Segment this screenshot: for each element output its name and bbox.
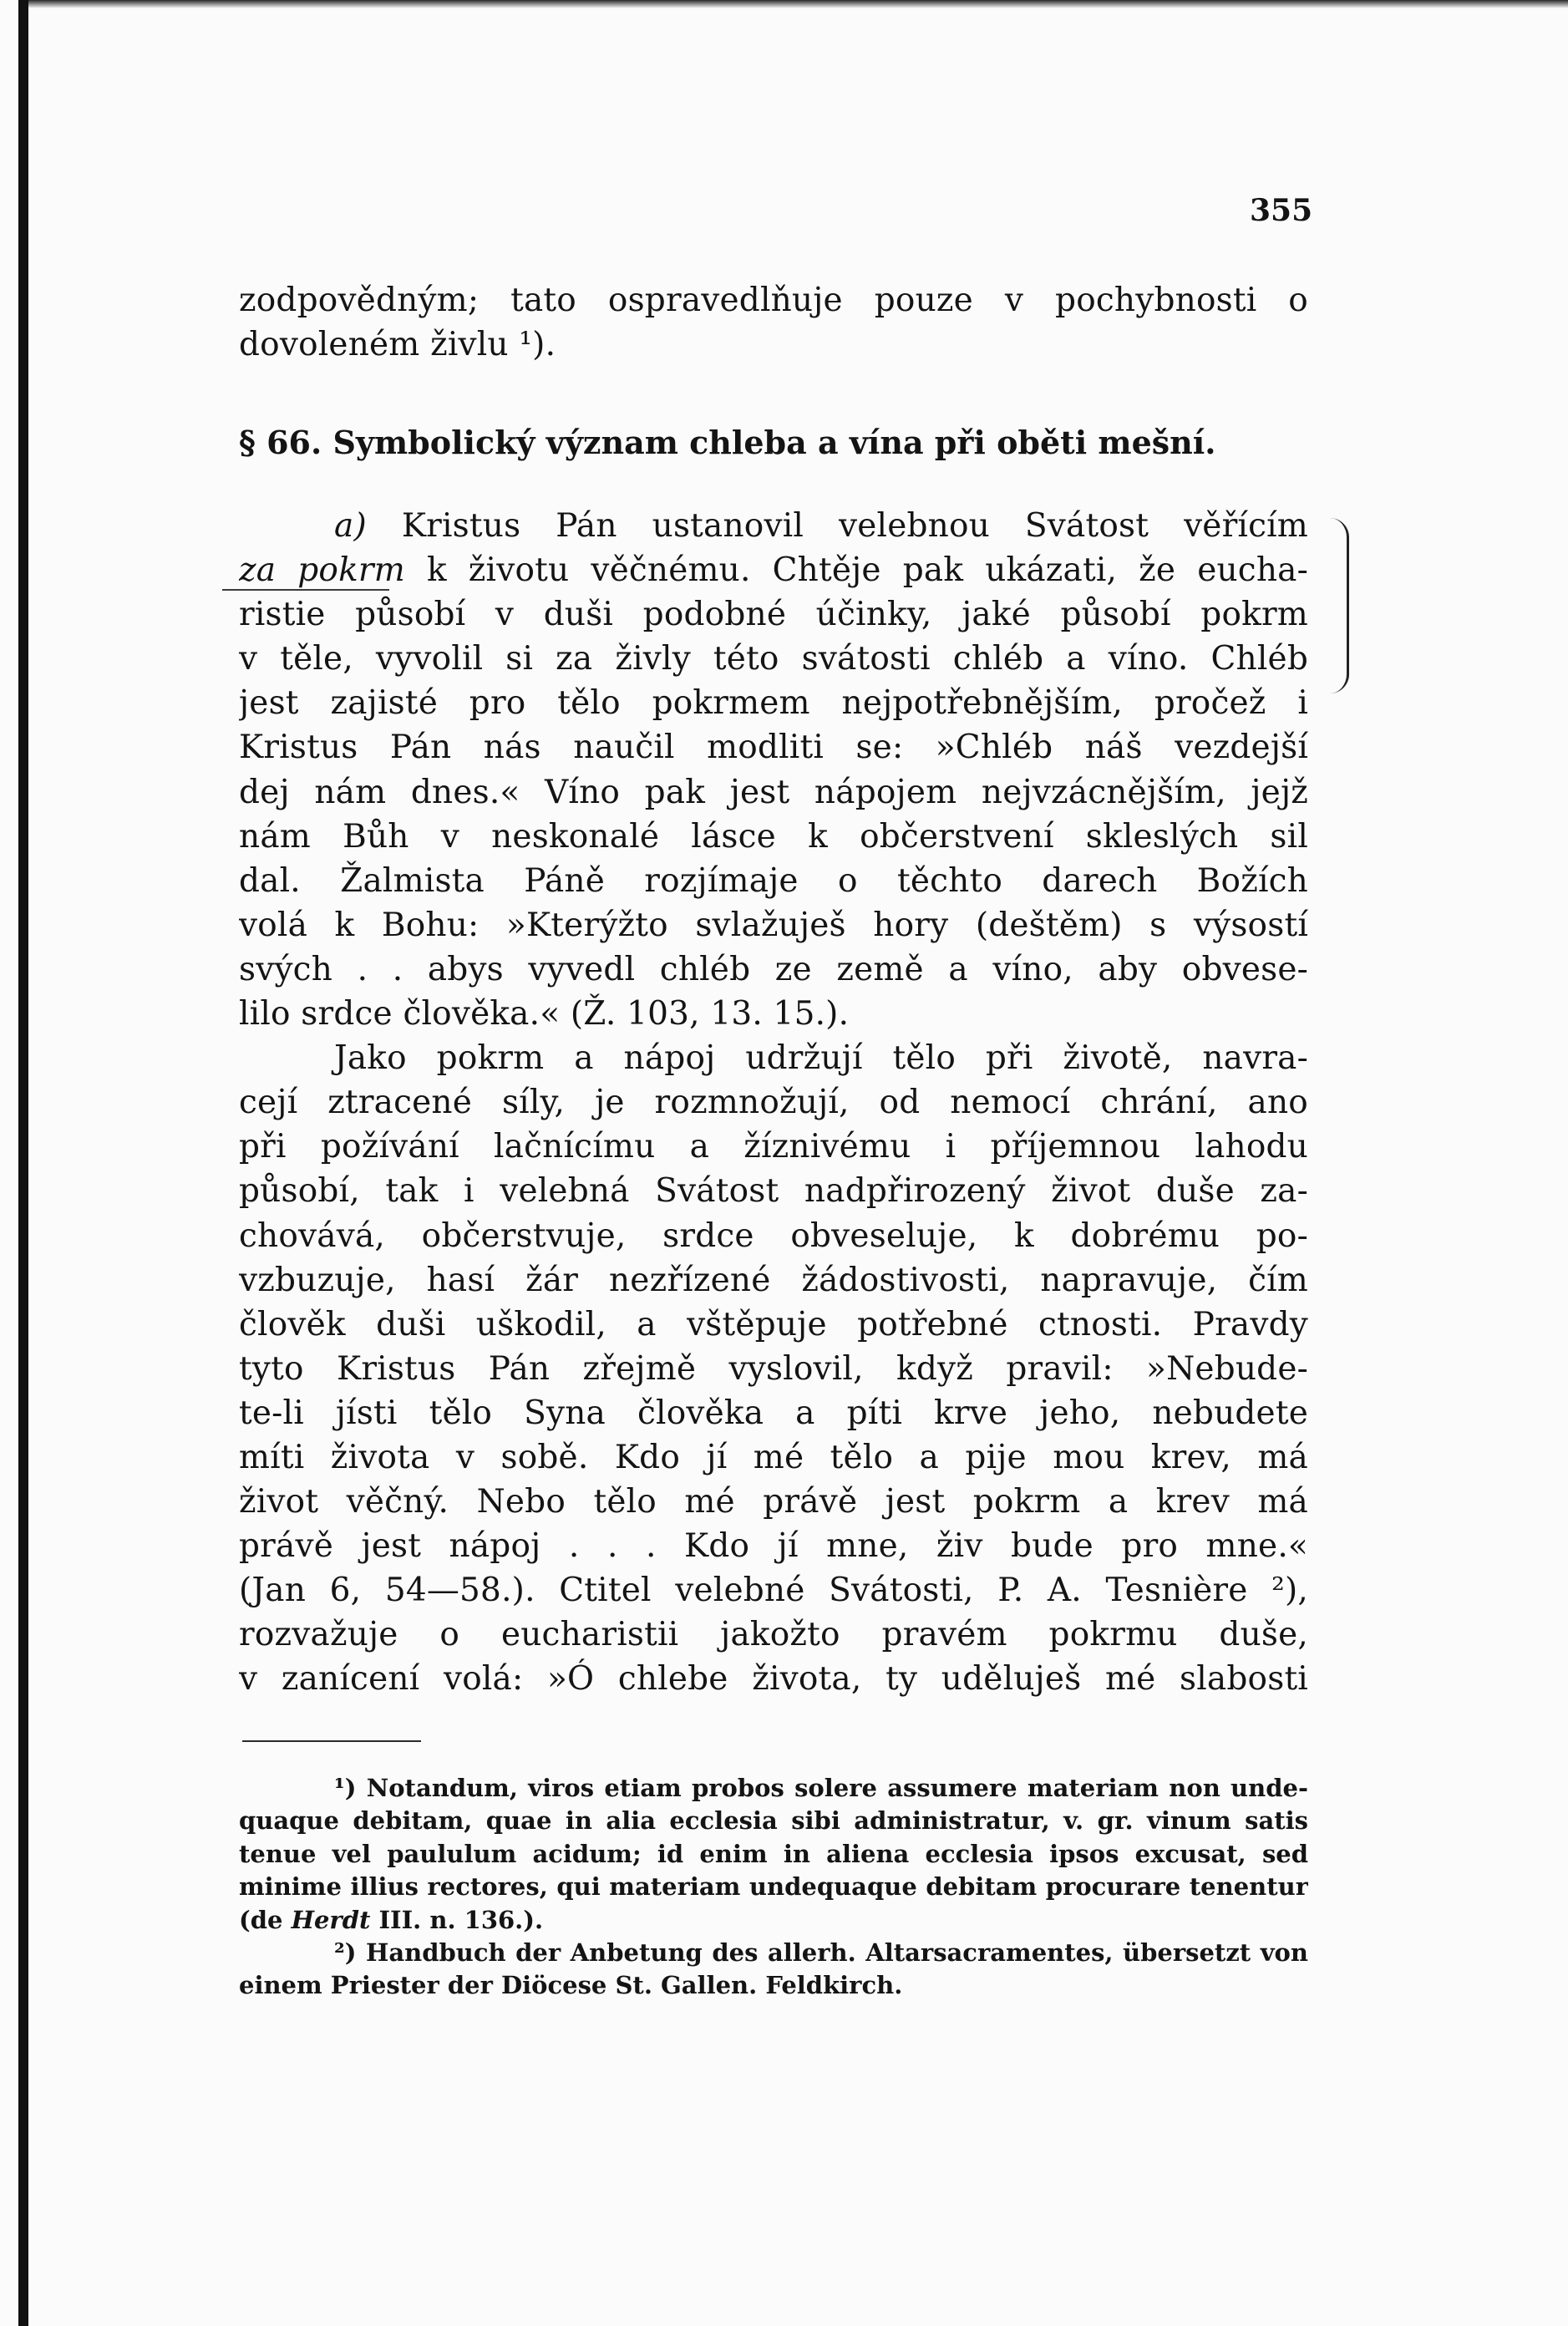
text-line: nám Bůh v neskonalé lásce k občerstvení skleslých sil [239, 817, 1308, 856]
text-line: v těle, vyvolil si za živly této svátosti chléb a víno. Chléb [239, 640, 1308, 678]
text-line: při požívání lačnícímu a žíznivému i příjemnou lahodu [239, 1128, 1308, 1166]
italic-phrase: za pokrm [239, 551, 405, 590]
text-line: dej nám dnes.« Víno pak jest nápojem nejvzácnějším, jejž [239, 773, 1308, 811]
section-heading: § 66. Symbolický význam chleba a vína při oběti mešní. [239, 424, 1216, 461]
text-fragment: Kristus Pán ustanovil velebnou Svátost věřícím [401, 507, 1308, 545]
footnote-divider [242, 1740, 421, 1742]
footnote-line: minime illius rectores, qui materiam undequaque debitam procurare tenentur [239, 1872, 1308, 1902]
text-line: v zanícení volá: »Ó chlebe života, ty uděluješ mé slabosti [239, 1660, 1308, 1699]
margin-pencil-brace [1330, 518, 1349, 693]
paragraph-1 [239, 504, 1308, 1702]
text-line: tyto Kristus Pán zřejmě vyslovil, když pravil: »Nebude- [239, 1349, 1308, 1388]
scan-binding-edge [18, 0, 28, 2326]
text-line: míti života v sobě. Kdo jí mé tělo a pije mou krev, má [239, 1438, 1308, 1476]
scan-top-edge [28, 0, 1568, 8]
text-line: vzbuzuje, hasí žár nezřízené žádostivosti, napravuje, čím [239, 1261, 1308, 1299]
text-line: svých . . abys vyvedl chléb ze země a víno, aby obvese- [239, 950, 1308, 988]
footnote-line: tenue vel paululum acidum; id enim in aliena ecclesia ipsos excusat, sed [239, 1839, 1308, 1868]
intro-text [239, 278, 1308, 367]
paragraph-marker: a) [334, 507, 367, 545]
text-line: ristie působí v duši podobné účinky, jaké působí pokrm [239, 596, 1308, 634]
footnote-line: einem Priester der Diöcese St. Gallen. Feldkirch. [239, 1971, 903, 2000]
text-fragment: k životu věčnému. Chtěje pak ukázati, že eucha- [426, 551, 1308, 590]
text-line [239, 504, 1308, 548]
text-line: Jako pokrm a nápoj udržují tělo při životě, navra- [334, 1039, 1308, 1078]
text-fragment: (de [239, 1905, 283, 1934]
text-line: cejí ztracené síly, je rozmnožují, od nemocí chrání, ano [239, 1084, 1308, 1122]
text-line: Kristus Pán nás naučil modliti se: »Chléb náš vezdejší [239, 729, 1308, 767]
footnotes [239, 1772, 1308, 2003]
text-line: lilo srdce člověka.« (Ž. 103, 13. 15.). [239, 995, 850, 1033]
text-line: (Jan 6, 54—58.). Ctitel velebné Svátosti, P. A. Tesnière ²), [239, 1572, 1308, 1610]
footnote-line: quaque debitam, quae in alia ecclesia sibi administratur, v. gr. vinum satis [239, 1806, 1308, 1836]
text-line: právě jest nápoj . . . Kdo jí mne, živ bude pro mne.« [239, 1527, 1308, 1566]
text-line: dal. Žalmista Páně rozjímaje o těchto darech Božích [239, 861, 1308, 900]
footnote-line: ²) Handbuch der Anbetung des allerh. Altarsacramentes, übersetzt von [334, 1938, 1308, 1968]
text-line: život věčný. Nebo tělo mé právě jest pokrm a krev má [239, 1483, 1308, 1521]
text-line: rozvažuje o eucharistii jakožto pravém pokrmu duše, [239, 1616, 1308, 1654]
text-line [239, 548, 1308, 592]
text-line: zodpovědným; tato ospravedlňuje pouze v pochybnosti o [239, 282, 1308, 319]
page-number: 355 [1250, 193, 1313, 228]
pencil-underline-mark [222, 589, 389, 591]
footnote-line: ¹) Notandum, viros etiam probos solere assumere materiam non unde- [334, 1774, 1308, 1802]
text-line: volá k Bohu: »Kterýžto svlažuješ hory (deštěm) s výsostí [239, 906, 1308, 944]
text-fragment: III. n. 136.). [378, 1905, 544, 1934]
text-line: te-li jísti tělo Syna člověka a píti krve jeho, nebudete [239, 1394, 1308, 1432]
text-line: člověk duši uškodil, a vštěpuje potřebné ctnosti. Pravdy [239, 1305, 1308, 1343]
text-line: chovává, občerstvuje, srdce obveseluje, k dobrému po- [239, 1216, 1308, 1255]
text-line: jest zajisté pro tělo pokrmem nejpotřebnějším, pročež i [239, 684, 1308, 723]
text-line: působí, tak i velebná Svátost nadpřirozený život duše za- [239, 1172, 1308, 1211]
text-line: dovoleném živlu ¹). [239, 326, 556, 364]
footnote-line [239, 1904, 1308, 1937]
author-name: Herdt [291, 1905, 371, 1934]
